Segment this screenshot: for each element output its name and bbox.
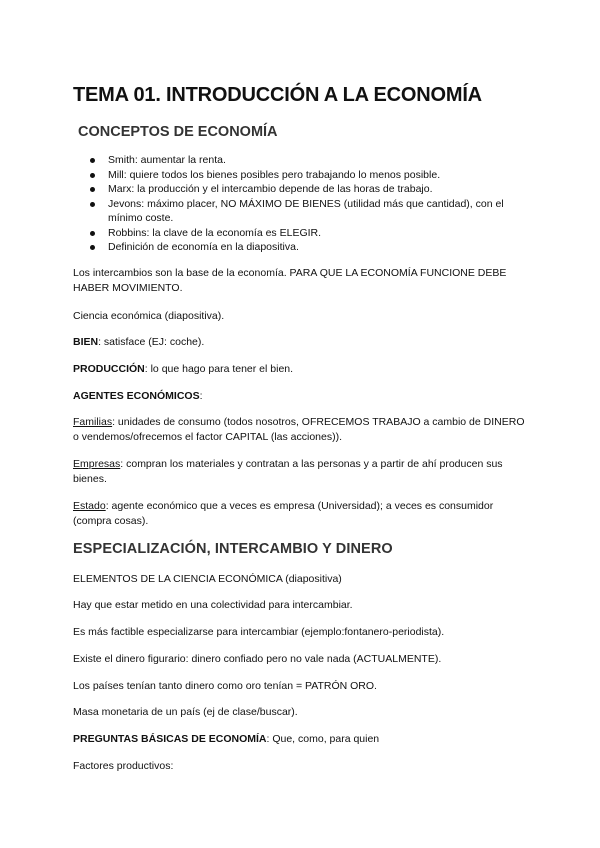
section-heading-conceptos: CONCEPTOS DE ECONOMÍA (78, 124, 278, 140)
paragraph-colectividad: Hay que estar metido en una colectividad para intercambiar. (73, 599, 353, 611)
paragraph-factores: Factores productivos: (73, 760, 174, 772)
paragraph-estado (73, 499, 533, 529)
paragraph-intercambios: Los intercambios son la base de la economía. PARA QUE LA ECONOMÍA FUNCIONE DEBE HABER MOVIMIENTO. (73, 267, 507, 294)
list-item: Mill: quiere todos los bienes posibles pero trabajando lo menos posible. (90, 168, 540, 183)
list-item: Smith: aumentar la renta. (90, 153, 540, 168)
definition-bien: : satisface (EJ: coche). (98, 336, 205, 348)
term-familias: Familias (73, 416, 113, 428)
term-estado: Estado (73, 500, 106, 512)
paragraph-familias (73, 415, 533, 445)
term-preguntas: PREGUNTAS BÁSICAS DE ECONOMÍA (73, 733, 267, 745)
paragraph-especializarse: Es más factible especializarse para intercambiar (ejemplo:fontanero-periodista). (73, 626, 445, 638)
paragraph-elementos: ELEMENTOS DE LA CIENCIA ECONÓMICA (diapositiva) (73, 573, 342, 585)
concepts-bullet-list (90, 153, 540, 255)
paragraph-produccion (73, 362, 533, 377)
paragraph-dinero-figurario: Existe el dinero figurario: dinero confiado pero no vale nada (ACTUALMENTE). (73, 653, 442, 665)
term-empresas: Empresas (73, 458, 121, 470)
list-item: Marx: la producción y el intercambio depende de las horas de trabajo. (90, 182, 540, 197)
term-bien: BIEN (73, 336, 99, 348)
preguntas-text: : Que, como, para quien (266, 733, 380, 745)
section-heading-especializacion: ESPECIALIZACIÓN, INTERCAMBIO Y DINERO (73, 541, 393, 557)
paragraph-preguntas (73, 732, 533, 747)
definition-empresas: : compran los materiales y contratan a las personas y a partir de ahí producen sus bienes. (73, 458, 503, 485)
paragraph-agentes-heading (73, 389, 533, 404)
paragraph-bien (73, 335, 533, 350)
list-item: Definición de economía en la diapositiva. (90, 240, 540, 255)
paragraph-empresas (73, 457, 533, 487)
paragraph-patron-oro: Los países tenían tanto dinero como oro tenían = PATRÓN ORO. (73, 680, 377, 692)
paragraph-masa-monetaria: Masa monetaria de un país (ej de clase/buscar). (73, 706, 298, 718)
list-item: Robbins: la clave de la economía es ELEGIR. (90, 226, 540, 241)
paragraph-ciencia: Ciencia económica (diapositiva). (73, 310, 225, 322)
list-item: Jevons: máximo placer, NO MÁXIMO DE BIENES (utilidad más que cantidad), con el mínimo coste. (90, 197, 540, 226)
term-produccion: PRODUCCIÓN (73, 363, 145, 375)
page-title: TEMA 01. INTRODUCCIÓN A LA ECONOMÍA (73, 84, 482, 106)
agentes-colon: : (199, 390, 203, 402)
term-agentes: AGENTES ECONÓMICOS (73, 390, 200, 402)
definition-estado: : agente económico que a veces es empresa (Universidad); a veces es consumidor (compra cosas). (73, 500, 494, 527)
definition-produccion: : lo que hago para tener el bien. (144, 363, 294, 375)
definition-familias: : unidades de consumo (todos nosotros, OFRECEMOS TRABAJO a cambio de DINERO o vendemos/ofrecemos el factor CAPITAL (las acciones)). (73, 416, 525, 443)
